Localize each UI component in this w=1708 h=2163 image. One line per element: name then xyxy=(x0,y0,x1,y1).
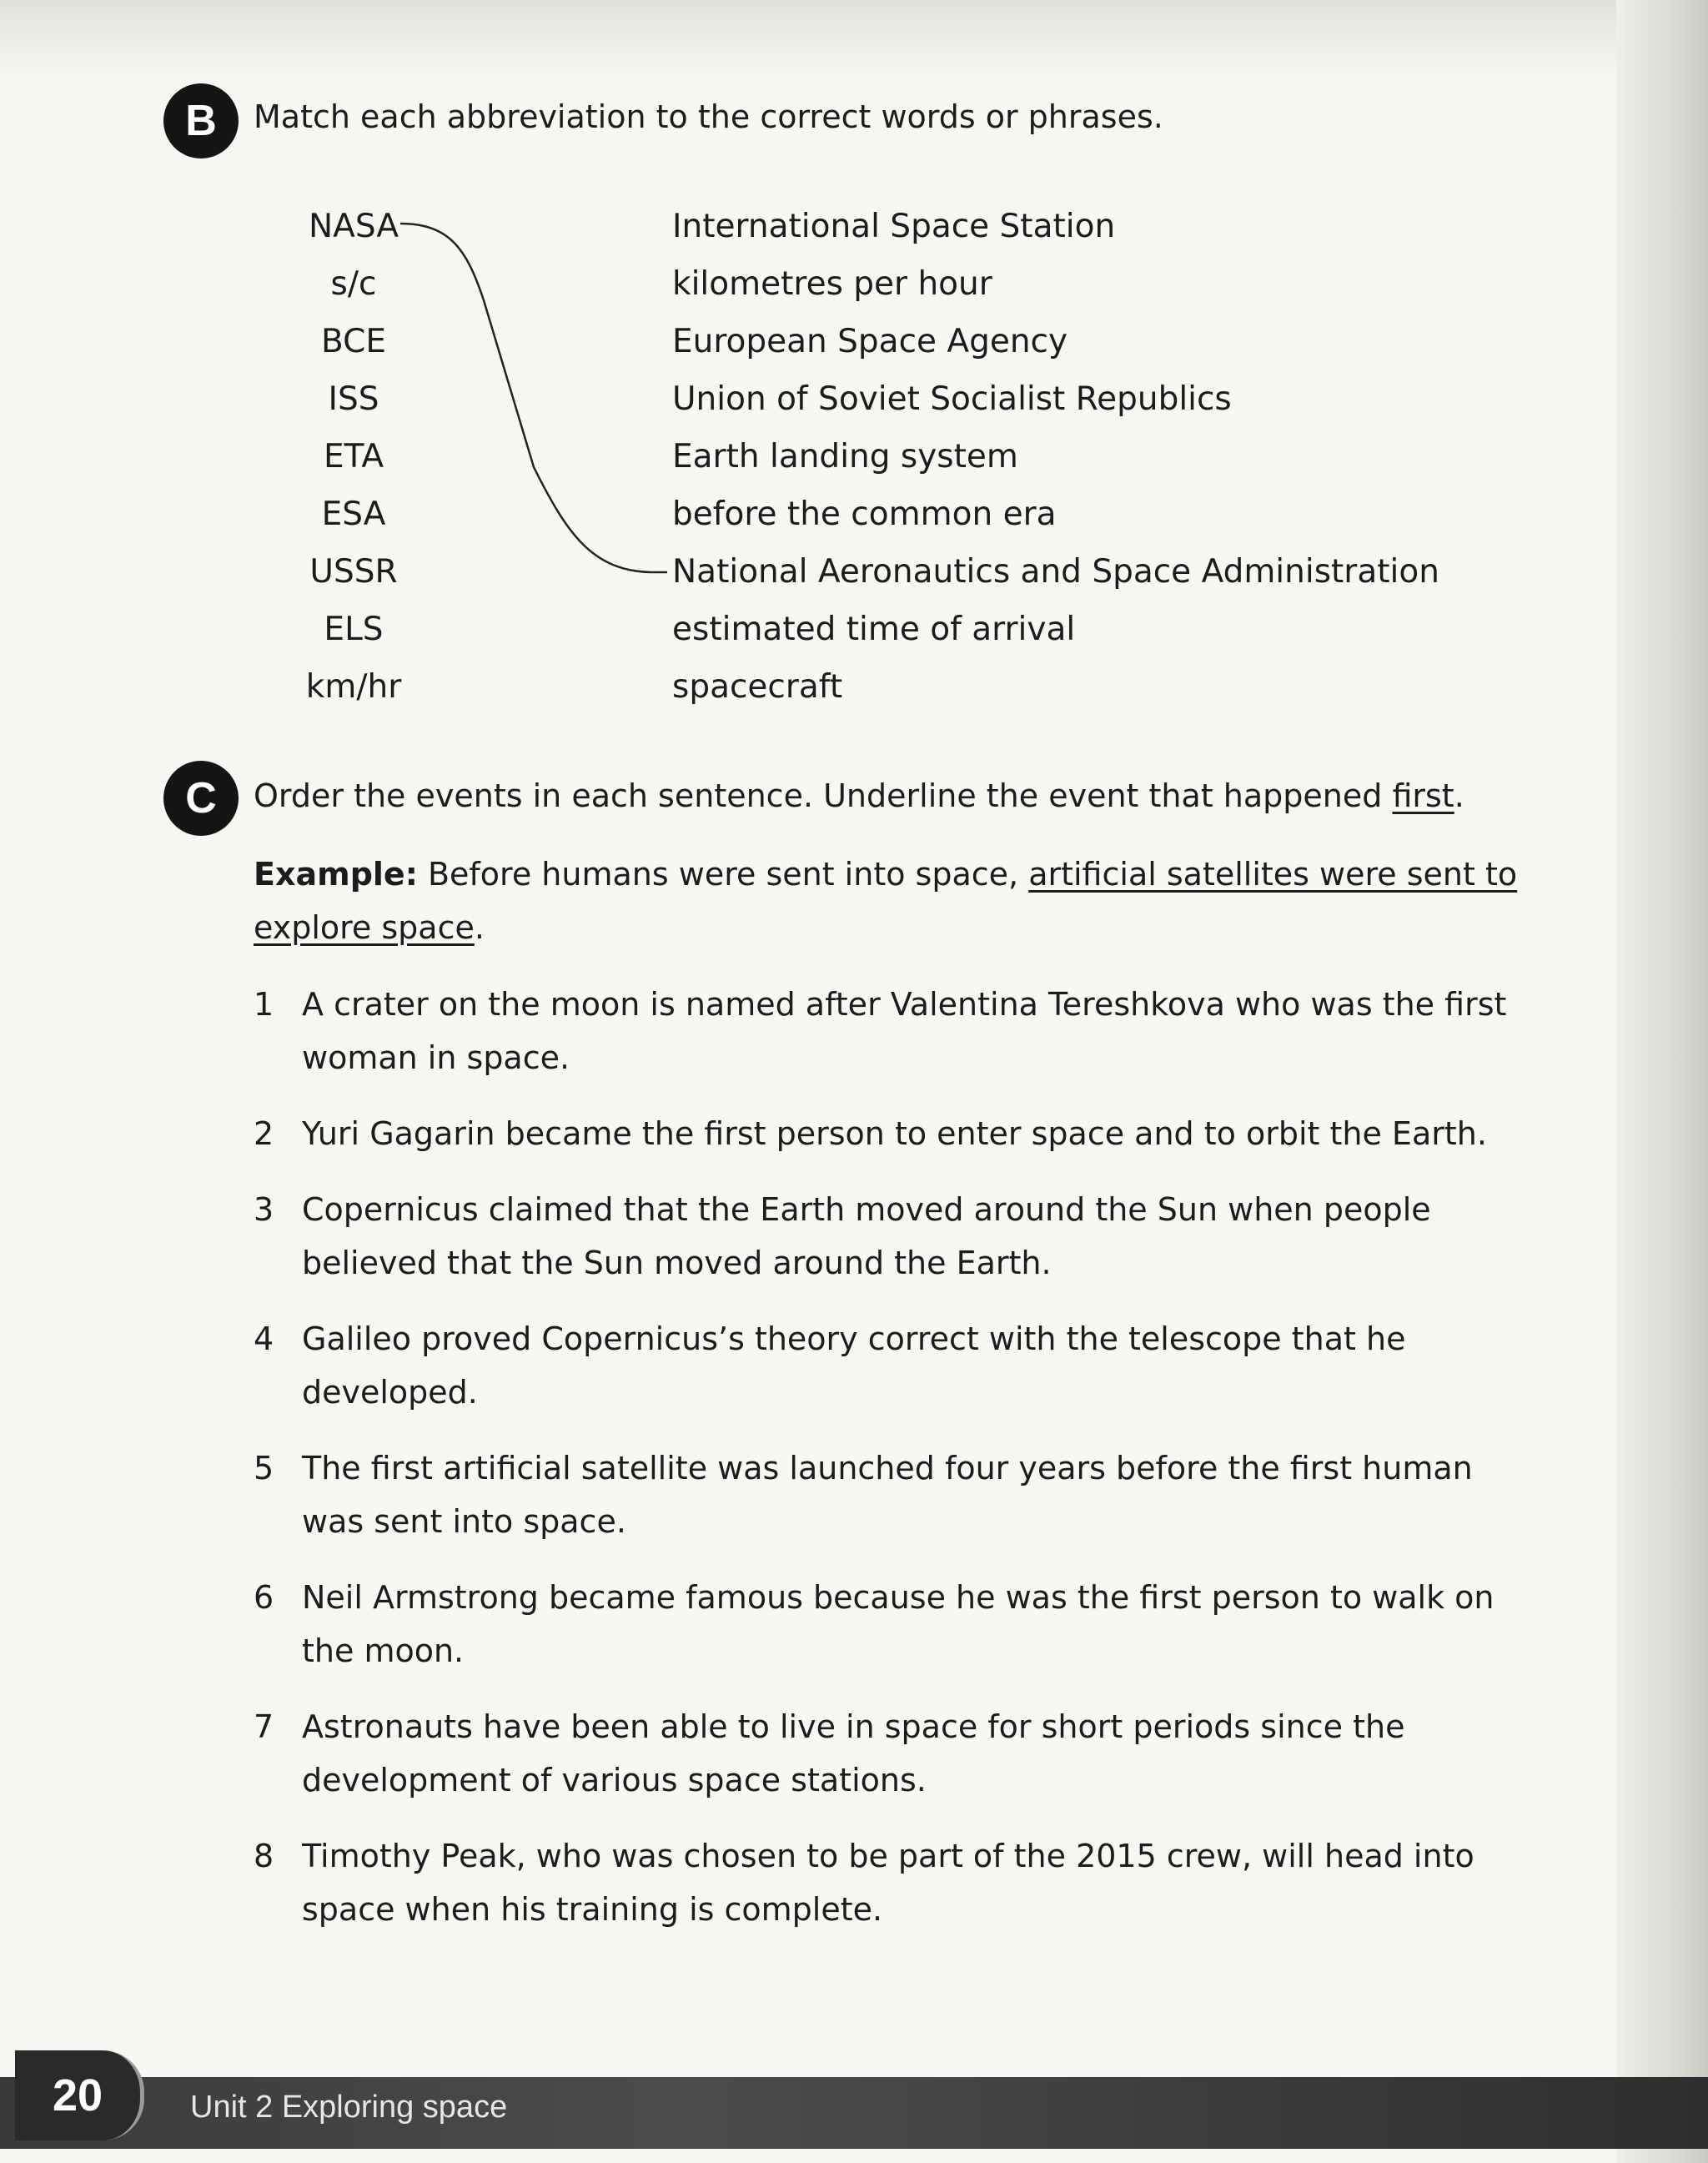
meaning-item: Earth landing system xyxy=(672,438,1018,475)
meaning-item: European Space Agency xyxy=(672,323,1068,360)
item-number: 6 xyxy=(254,1579,274,1616)
unit-title: Unit 2 Exploring space xyxy=(190,2090,508,2125)
abbreviation-eta: ETA xyxy=(323,438,384,475)
section-c-instruction: Order the events in each sentence. Underline the event that happened first. xyxy=(254,777,1464,814)
meaning-item: estimated time of arrival xyxy=(672,611,1076,648)
item-sentence: The first artificial satellite was launched four years before the first human was sent into space. xyxy=(302,1450,1473,1540)
page-number: 20 xyxy=(52,2070,103,2120)
page-edge-shading xyxy=(1616,0,1708,2163)
item-number: 7 xyxy=(254,1708,274,1745)
item-number: 2 xyxy=(254,1115,274,1152)
abbreviation-nasa: NASA xyxy=(308,208,399,245)
item-number: 1 xyxy=(254,986,274,1023)
abbreviation-bce: BCE xyxy=(321,323,386,360)
item-sentence: Yuri Gagarin became the first person to enter space and to orbit the Earth. xyxy=(302,1115,1487,1152)
abbreviation-kmhr: km/hr xyxy=(305,668,402,706)
item-sentence: A crater on the moon is named after Valentina Tereshkova who was the first woman in space. xyxy=(302,986,1507,1076)
section-b-badge: B xyxy=(163,83,239,158)
item-sentence: Galileo proved Copernicus’s theory correct with the telescope that he developed. xyxy=(302,1320,1406,1411)
section-b-instruction: Match each abbreviation to the correct words or phrases. xyxy=(254,98,1163,135)
meaning-item: Union of Soviet Socialist Republics xyxy=(672,380,1232,418)
abbreviation-esa: ESA xyxy=(321,495,386,533)
item-number: 5 xyxy=(254,1450,274,1486)
meaning-item: kilometres per hour xyxy=(672,265,992,303)
page-top-shading xyxy=(0,0,1708,79)
meaning-item: International Space Station xyxy=(672,208,1116,245)
abbreviation-sc: s/c xyxy=(330,265,377,303)
meaning-item: before the common era xyxy=(672,495,1057,533)
item-number: 3 xyxy=(254,1191,274,1228)
item-sentence: Timothy Peak, who was chosen to be part of the 2015 crew, will head into space when his training is complete. xyxy=(302,1838,1474,1928)
meaning-item: spacecraft xyxy=(672,668,843,706)
item-sentence: Neil Armstrong became famous because he was the first person to walk on the moon. xyxy=(302,1579,1494,1669)
abbreviation-iss: ISS xyxy=(328,380,379,418)
abbreviation-ussr: USSR xyxy=(309,553,398,591)
abbreviation-els: ELS xyxy=(324,611,384,648)
section-c-badge: C xyxy=(163,761,239,836)
item-number: 8 xyxy=(254,1838,274,1874)
item-sentence: Astronauts have been able to live in space for short periods since the development of various space stations. xyxy=(302,1708,1405,1798)
example-sentence: Example: Before humans were sent into space, artificial satellites were sent to explore space. xyxy=(254,856,1518,946)
item-number: 4 xyxy=(254,1320,274,1357)
meaning-item: National Aeronautics and Space Administration xyxy=(672,553,1439,591)
item-sentence: Copernicus claimed that the Earth moved around the Sun when people believed that the Sun moved around the Earth. xyxy=(302,1191,1431,1281)
